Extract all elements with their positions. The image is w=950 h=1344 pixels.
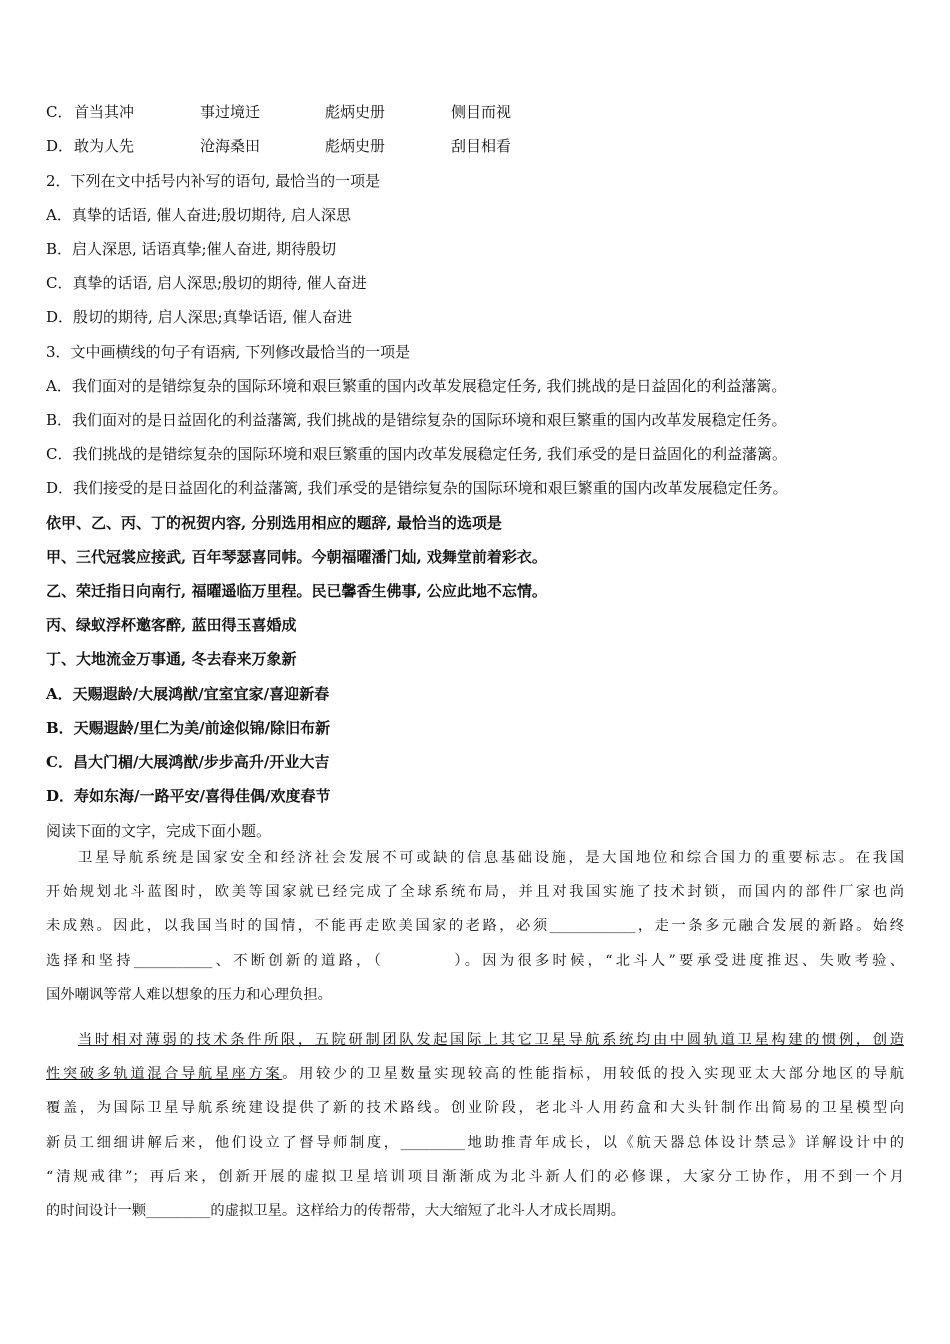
option-label: C． — [46, 103, 73, 121]
q4-option-c: C．昌大门楣/大展鸿猷/步步高升/开业大吉 — [46, 753, 330, 771]
q2-option-c: C．真挚的话语, 启人深思;殷切的期待, 催人奋进 — [46, 274, 367, 292]
option-word: 彪炳史册 — [325, 103, 386, 121]
paragraph-line: 卫星导航系统是国家安全和经济社会发展不可或缺的信息基础设施，是大国地位和综合国力的重要标志。在我国 — [78, 850, 904, 866]
q2-stem: 2．下列在文中括号内补写的语句, 最恰当的一项是 — [46, 172, 381, 190]
paragraph-line: 的时间设计一颗_________的虚拟卫星。这样给力的传帮带，大大缩短了北斗人才成长周期。 — [46, 1202, 626, 1219]
option-label: D． — [46, 137, 74, 155]
q2-option-a: A．真挚的话语, 催人奋进;殷切期待, 启人深思 — [46, 206, 351, 224]
q3-option-c: C．我们挑战的是错综复杂的国际环境和艰巨繁重的国内改革发展稳定任务, 我们承受的是日益固化的利益藩篱。 — [46, 445, 788, 463]
q3-option-d: D．我们接受的是日益固化的利益藩篱, 我们承受的是错综复杂的国际环境和艰巨繁重的国内改革发展稳定任务。 — [46, 479, 788, 497]
q4-item-yi: 乙、荣迁指日向南行, 福曜遥临万里程。民已馨香生佛事, 公应此地不忘情。 — [46, 582, 547, 600]
underlined-sentence: 当时相对薄弱的技术条件所限，五院研制团队发起国际上其它卫星导航系统均由中圆轨道卫星构建的惯例，创造 — [78, 1032, 904, 1048]
q3-stem: 3．文中画横线的句子有语病, 下列修改最恰当的一项是 — [46, 343, 411, 361]
paragraph-text: 。用较少的卫星数量实现较高的性能指标，用较低的投入实现亚太大部分地区的导航 — [282, 1066, 905, 1083]
q4-stem: 依甲、乙、丙、丁的祝贺内容, 分别选用相应的题辞, 最恰当的选项是 — [46, 514, 502, 532]
q2-option-b: B．启人深思, 话语真挚;催人奋进, 期待殷切 — [46, 240, 337, 258]
q4-item-jia: 甲、三代冠裳应接武, 百年琴瑟喜同帏。今朝福曜潘门灿, 戏舞堂前着彩衣。 — [46, 548, 547, 566]
paragraph-line: 选择和坚持___________、不断创新的道路，（ ）。因为很多时候，“北斗人”要承受进度推迟、失败考验、 — [46, 952, 904, 969]
option-word: 彪炳史册 — [325, 137, 386, 155]
option-word: 沧海桑田 — [200, 137, 261, 155]
paragraph-line — [46, 1023, 904, 1057]
underlined-sentence: 性突破多轨道混合导航星座方案 — [46, 1066, 283, 1083]
q4-item-bing: 丙、绿蚁浮杯邀客醉, 蓝田得玉喜婚成 — [46, 616, 297, 634]
option-word: 事过境迁 — [200, 103, 261, 121]
paragraph-line: 开始规划北斗蓝图时，欧美等国家就已经完成了全球系统布局，并且对我国实施了技术封锁，而国内的部件厂家也尚 — [46, 884, 904, 901]
q2-option-d: D．殷切的期待, 启人深思;真挚话语, 催人奋进 — [46, 308, 353, 326]
q3-option-a: A．我们面对的是错综复杂的国际环境和艰巨繁重的国内改革发展稳定任务, 我们挑战的是日益固化的利益藩篱。 — [46, 377, 787, 395]
reading-paragraph-2 — [46, 1023, 904, 1228]
q4-option-a: A．天赐遐龄/大展鸿猷/宜室宜家/喜迎新春 — [46, 685, 330, 703]
q4-item-ding: 丁、大地流金万事通, 冬去春来万象新 — [46, 650, 297, 668]
option-word: 敢为人先 — [74, 137, 135, 155]
paragraph-line: 未成熟。因此，以我国当时的国情，不能再走欧美国家的老路，必须____________，走一条多元融合发展的新路。始终 — [46, 918, 904, 935]
paragraph-line — [46, 1057, 904, 1091]
paragraph-line: “清规戒律”；再后来，创新开展的虚拟卫星培训项目渐渐成为北斗新人们的必修课，大家分工协作，用不到一个月 — [46, 1168, 904, 1185]
paragraph-line: 覆盖，为国际卫星导航系统建设提供了新的技术路线。创业阶段，老北斗人用药盒和大头针制作出简易的卫星模型向 — [46, 1100, 904, 1117]
reading-intro: 阅读下面的文字，完成下面小题。 — [46, 822, 272, 840]
paragraph-line: 国外嘲讽等常人难以想象的压力和心理负担。 — [46, 986, 332, 1003]
option-word: 侧目而视 — [451, 103, 512, 121]
q3-option-b: B．我们面对的是日益固化的利益藩篱, 我们挑战的是错综复杂的国际环境和艰巨繁重的国内改革发展稳定任务。 — [46, 411, 787, 429]
reading-paragraph-1 — [46, 841, 904, 1012]
q4-option-b: B．天赐遐龄/里仁为美/前途似锦/除旧布新 — [46, 719, 331, 737]
q4-option-d: D．寿如东海/一路平安/喜得佳偶/欢度春节 — [46, 787, 331, 805]
option-word: 刮目相看 — [451, 137, 512, 155]
option-word: 首当其冲 — [74, 103, 135, 121]
paragraph-line: 新员工细细讲解后来，他们设立了督导师制度，_________地助推青年成长，以《航天器总体设计禁忌》详解设计中的 — [46, 1134, 904, 1151]
